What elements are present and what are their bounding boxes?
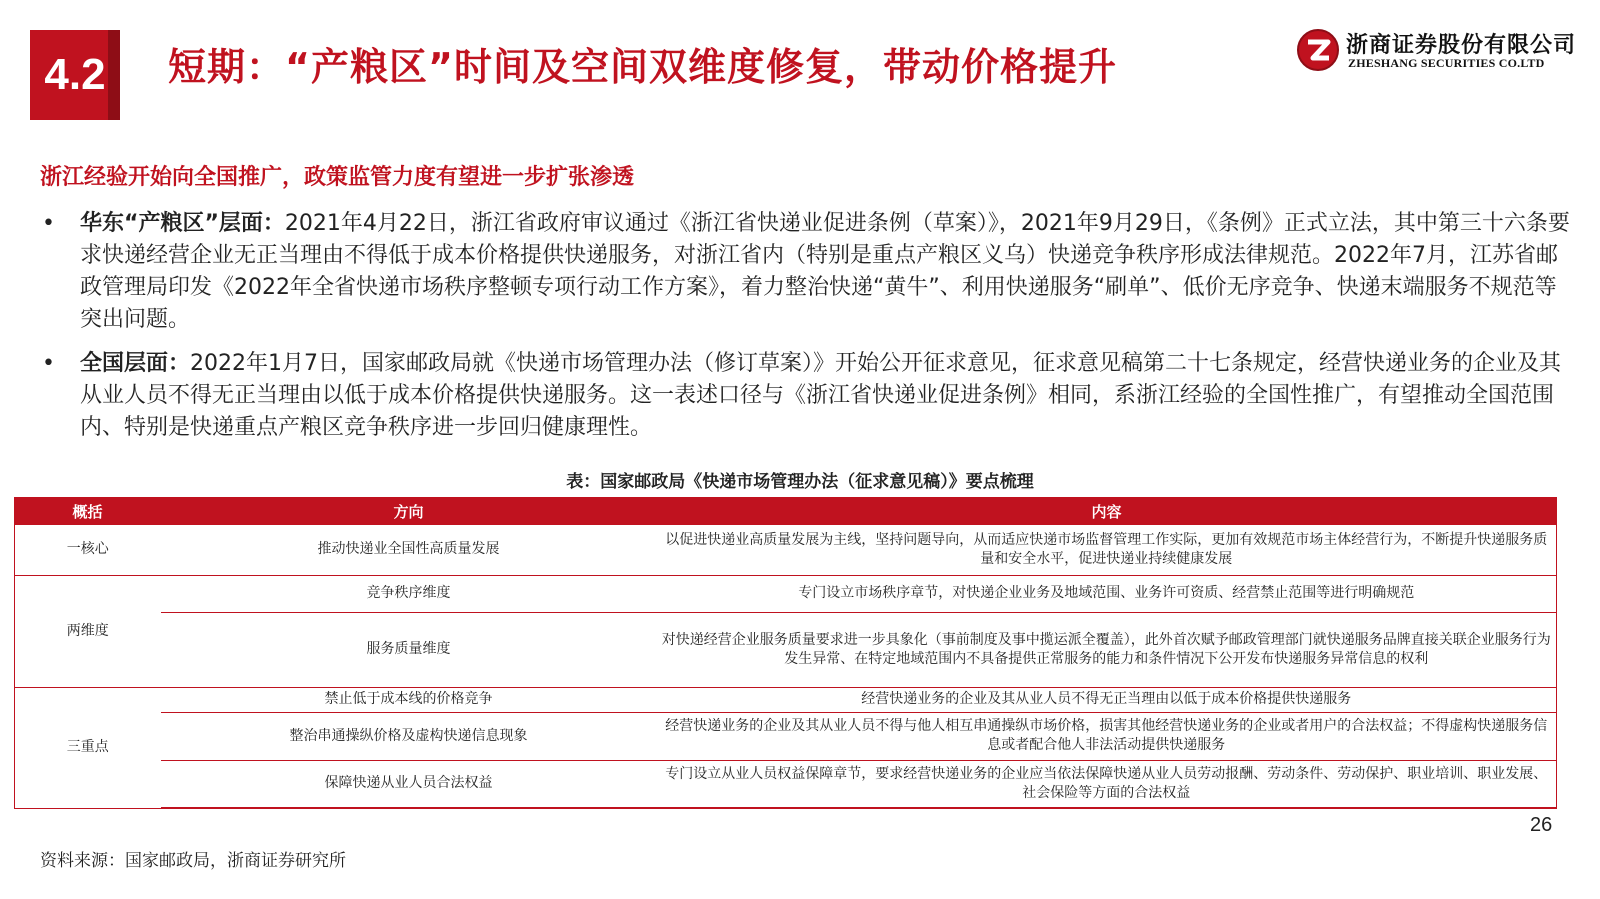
- content-cell: 对快递经营企业服务质量要求进一步具象化（事前制度及事中揽运派全覆盖），此外首次赋予邮政管理部门就快递服务品牌直接关联企业服务行为发生异常、在特定地域范围内不具备提供正常服务的能力和条件情况下公开发布快递服务异常信息的权利: [657, 612, 1557, 687]
- bullet-label: 全国层面：: [80, 351, 191, 376]
- subheading: 浙江经验开始向全国推广，政策监管力度有望进一步扩张渗透: [40, 165, 635, 190]
- company-logo: [1296, 26, 1576, 78]
- summary-cell: 一核心: [15, 525, 161, 575]
- summary-cell: 三重点: [15, 687, 161, 808]
- direction-cell: 服务质量维度: [161, 612, 657, 687]
- content-cell: 专门设立从业人员权益保障章节，要求经营快递业务的企业应当依法保障快递从业人员劳动报酬、劳动条件、劳动保护、职业培训、职业发展、社会保险等方面的合法权益: [657, 760, 1557, 808]
- bullet-dot-icon: •: [42, 211, 55, 236]
- section-badge: [30, 30, 120, 120]
- table-row: [15, 760, 1557, 808]
- bullet-east-china: [40, 208, 1570, 336]
- direction-cell: 整治串通操纵价格及虚构快递信息现象: [161, 712, 657, 760]
- bullet-text: 2021年4月22日，浙江省政府审议通过《浙江省快递业促进条例（草案）》，2021年9月29日，《条例》正式立法，其中第三十六条要求快递经营企业无正当理由不得低于成本价格提供快递服务，对浙江省内（特别是重点产粮区义乌）快递竞争秩序形成法律规范。2022年7月，江苏省邮政管理局印发《2022年全省快递市场秩序整顿专项行动工作方案》，着力整治快递“黄牛”、利用快递服务“刷单”、低价无序竞争、快递末端服务不规范等突出问题。: [80, 211, 1570, 332]
- direction-cell: 推动快递业全国性高质量发展: [161, 525, 657, 575]
- badge-shadow: [108, 30, 120, 120]
- page-number: 26: [1530, 814, 1553, 836]
- bullet-national: [40, 348, 1570, 444]
- table-header-row: [15, 497, 1557, 525]
- policy-table: [14, 497, 1557, 809]
- header-summary: 概括: [15, 497, 161, 525]
- table-row: [15, 525, 1557, 575]
- table-row: [15, 575, 1557, 612]
- header-direction: 方向: [161, 497, 657, 525]
- direction-cell: 竞争秩序维度: [161, 575, 657, 612]
- bullet-text: 2022年1月7日，国家邮政局就《快递市场管理办法（修订草案）》开始公开征求意见，征求意见稿第二十七条规定，经营快递业务的企业及其从业人员不得无正当理由以低于成本价格提供快递服务。这一表述口径与《浙江省快递业促进条例》相同，系浙江经验的全国性推广，有望推动全国范围内、特别是快递重点产粮区竞争秩序进一步回归健康理性。: [80, 351, 1562, 440]
- direction-cell: 禁止低于成本线的价格竞争: [161, 687, 657, 712]
- table-caption: 表：国家邮政局《快递市场管理办法（征求意见稿）》要点梳理: [566, 472, 1034, 492]
- content-cell: 经营快递业务的企业及其从业人员不得无正当理由以低于成本价格提供快递服务: [657, 687, 1557, 712]
- content-cell: 专门设立市场秩序章节，对快递企业业务及地域范围、业务许可资质、经营禁止范围等进行明确规范: [657, 575, 1557, 612]
- direction-cell: 保障快递从业人员合法权益: [161, 760, 657, 808]
- table-row: [15, 612, 1557, 687]
- page-title: 短期：“产粮区”时间及空间双维度修复，带动价格提升: [168, 45, 1117, 89]
- source-note: 资料来源：国家邮政局，浙商证券研究所: [40, 851, 346, 871]
- bullet-dot-icon: •: [42, 351, 55, 376]
- zheshang-logo-icon: [1296, 28, 1340, 72]
- bullet-label: 华东“产粮区”层面：: [80, 211, 285, 236]
- content-cell: 以促进快递业高质量发展为主线，坚持问题导向，从而适应快递市场监督管理工作实际，更加有效规范市场主体经营行为，不断提升快递服务质量和安全水平，促进快递业持续健康发展: [657, 525, 1557, 575]
- header-content: 内容: [657, 497, 1557, 525]
- bullet-list: [40, 208, 1570, 456]
- section-number: 4.2: [44, 50, 106, 99]
- logo-chinese-name: 浙商证券股份有限公司: [1346, 32, 1577, 58]
- table-row: [15, 712, 1557, 760]
- content-cell: 经营快递业务的企业及其从业人员不得与他人相互串通操纵市场价格，损害其他经营快递业务的企业或者用户的合法权益；不得虚构快递服务信息或者配合他人非法活动提供快递服务: [657, 712, 1557, 760]
- summary-cell: 两维度: [15, 575, 161, 687]
- table-row: [15, 687, 1557, 712]
- logo-english-name: ZHESHANG SECURITIES CO.LTD: [1348, 56, 1545, 70]
